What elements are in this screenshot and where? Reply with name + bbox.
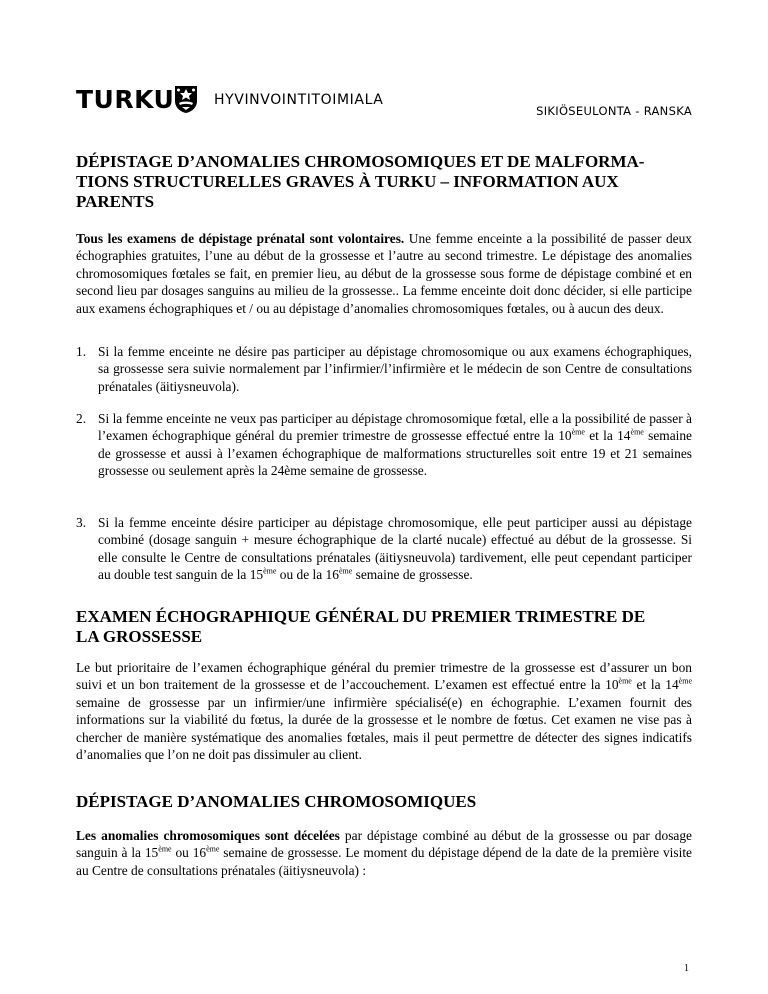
superscript: ème [206, 844, 220, 854]
paragraph-text: semaine de grossesse par un infirmier/une infirmière spécialisé(e) en échographie. L’examen fournit des informations sur la viabilité du fœtus, la durée de la grossesse et le nombre de fœtus. Cet examen ne vise pas à chercher de manière systématique des anomalies fœtales, mais il peut permettre de détecter des signes indicatifs d’anomalies que l’on ne doit pas dissimuler au client. [76, 694, 692, 763]
intro-bold: Tous les examens de dépistage prénatal sont volontaires. [76, 231, 405, 246]
title-line: TIONS STRUCTURELLES GRAVES À TURKU – INFORMATION AUX [76, 172, 619, 191]
paragraph-text: ou 16 [171, 845, 207, 861]
paragraph-text: par dépistage combiné au début de la grossesse ou par dosage sanguin à la 15 [76, 828, 692, 861]
paragraph-text: semaine de grossesse. Le moment du dépistage dépend de la date de la première visite au Centre de consultations prénatales (äitiysneuvola) : [76, 845, 692, 878]
heading-line: LA GROSSESSE [76, 627, 203, 646]
list-text: semaine de grossesse. [352, 567, 473, 583]
list-text: Si la femme enceinte ne veux pas participer au dépistage chromosomique fœtal, elle a la possibilité de passer à l’examen échographique général du premier trimestre de grossesse effectué entre la 10 [98, 411, 692, 444]
document-subtitle: SIKIÖSEULONTA - RANSKA [536, 104, 692, 118]
section-heading: DÉPISTAGE D’ANOMALIES CHROMOSOMIQUES [76, 792, 477, 811]
intro-paragraph [76, 230, 692, 317]
division-name: HYVINVOINTITOIMIALA [214, 92, 384, 108]
superscript: ème [571, 427, 585, 437]
superscript: ème [618, 676, 632, 686]
list-number: 3. [76, 515, 87, 530]
superscript: ème [338, 566, 353, 576]
list-text: Si la femme enceinte ne désire pas participer au dépistage chromosomique ou aux examens échographiques, sa grossesse sera suivie normalement par l’infirmier/l’infirmière et le médecin de son Centre de consultations prénatales (äitiysneuvola). [98, 344, 692, 394]
list-text: semaine de grossesse et aussi à l’examen échographique de malformations structurelles soit entre 19 et 21 semaines grossesse ou seulement après la 24ème semaine de grossesse. [98, 428, 692, 479]
superscript: ème [158, 844, 172, 854]
paragraph-text: et la 14 [631, 677, 679, 693]
list-text: et la 14 [584, 428, 631, 444]
superscript: ème [263, 566, 277, 576]
turku-crest-icon [172, 84, 200, 114]
superscript: ème [678, 676, 692, 686]
list-text: ou de la 16 [276, 567, 339, 583]
list-number: 2. [76, 411, 87, 426]
paragraph-text: Le but prioritaire de l’examen échographique général du premier trimestre de la grossesse est d’assurer un bon suivi et un bon traitement de la grossesse et de l’accouchement. L’examen est effectué entre la 10 [76, 660, 692, 693]
document-title [76, 152, 692, 212]
brand-name: TURKU [76, 85, 175, 114]
letterhead [76, 84, 692, 120]
list-text: Si la femme enceinte désire participer au dépistage chromosomique, elle peut participer aussi au dépistage combiné (dosage sanguin + mesure échographique de la clarté nucale) effectué au début de la grossesse. Si elle consulte le Centre de consultations prénatales (äitiysneuvola) tardivement, elle peut cependant participer au double test sanguin de la 15 [98, 515, 692, 583]
list-item [76, 343, 692, 395]
intro-text: Une femme enceinte a la possibilité de passer deux échographies gratuites, l’une au début de la grossesse et l’autre au second trimestre. Le dépistage des anomalies chromosomiques fœtales se fait, en premier lieu, au début de la grossesse sous forme de dépistage combiné et en second lieu par dosages sanguins au milieu de la grossesse.. La femme enceinte doit donc décider, si elle participe aux examens échographiques et / ou au dépistage d’anomalies chromosomiques fœtales, ou à aucun des deux. [76, 231, 692, 316]
heading-line: EXAMEN ÉCHOGRAPHIQUE GÉNÉRAL DU PREMIER TRIMESTRE DE [76, 607, 646, 626]
title-line: DÉPISTAGE D’ANOMALIES CHROMOSOMIQUES ET DE MALFORMA- [76, 152, 645, 171]
paragraph-bold: Les anomalies chromosomiques sont décelées [76, 828, 340, 843]
list-item [76, 514, 692, 584]
list-item [76, 410, 692, 480]
title-line: PARENTS [76, 192, 155, 211]
superscript: ème [630, 427, 644, 437]
list-number: 1. [76, 344, 87, 359]
section-paragraph [76, 827, 692, 879]
page-number: 1 [684, 963, 689, 974]
section-heading [76, 607, 692, 647]
section-paragraph [76, 659, 692, 763]
